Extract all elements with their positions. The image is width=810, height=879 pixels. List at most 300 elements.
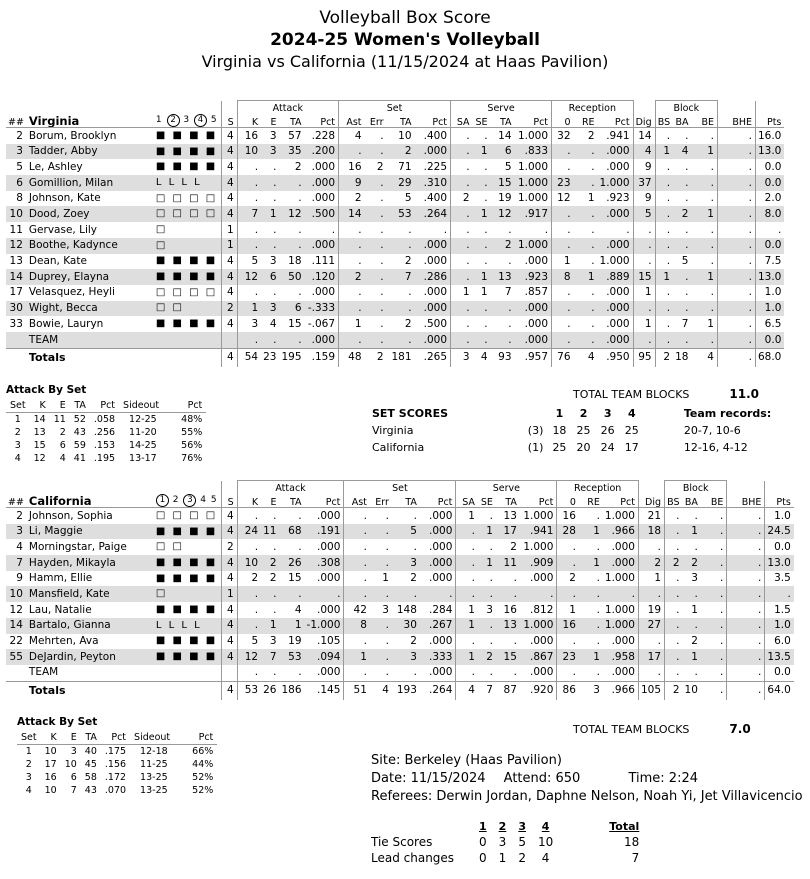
- stat-k: .: [237, 665, 261, 681]
- stat-s: 4: [221, 634, 237, 650]
- stat-rpct: .958: [603, 649, 639, 665]
- sets-played: ■ ■ ■ ■: [155, 572, 218, 584]
- set-mark: 3: [183, 494, 196, 507]
- set-mark: 3: [183, 115, 191, 125]
- player-name: Gervase, Lily: [28, 223, 97, 236]
- stat-ba: .: [694, 509, 698, 522]
- set-head: 2: [579, 407, 588, 420]
- stat-spct: .400: [423, 129, 448, 142]
- stat-ast: .: [339, 144, 365, 160]
- col-header-be: BE: [691, 113, 717, 128]
- stat-s: 4: [221, 524, 237, 540]
- abs-cell: .256: [93, 427, 116, 438]
- stat-e: 6: [261, 269, 279, 285]
- stat-se: .: [484, 160, 488, 173]
- stat-r0: 1: [557, 602, 579, 618]
- stat-sa: .: [451, 238, 473, 254]
- stat-ast: .: [339, 238, 365, 254]
- stat-be: .: [710, 160, 714, 173]
- stat-ba: .: [673, 301, 691, 317]
- sets-played: L L L L: [154, 175, 221, 191]
- stat-k: .: [237, 191, 261, 207]
- player-row: [6, 508, 794, 524]
- stat-svpct: .000: [530, 635, 554, 648]
- stat-bs: .: [665, 618, 683, 634]
- team-record: 20-7, 10-6: [683, 424, 741, 437]
- stat-se: .: [484, 255, 488, 268]
- total-ta: 195: [280, 348, 305, 367]
- player-number: 12: [9, 603, 23, 616]
- stat-r0: .: [552, 206, 574, 222]
- stat-se: .: [473, 175, 491, 191]
- set-mark: 1: [155, 115, 163, 125]
- stat-rpct: .000: [598, 301, 634, 317]
- stat-svta: 13: [491, 269, 515, 285]
- abs-cell: 1: [25, 746, 32, 757]
- stat-k: 10: [237, 144, 261, 160]
- stat-pts: 0.0: [755, 238, 784, 254]
- stat-svpct: .941: [520, 524, 557, 540]
- abs-cell: 59: [73, 440, 86, 451]
- total-re: 4: [574, 348, 598, 367]
- reception-group-header: Reception: [557, 481, 639, 494]
- stat-svpct: 1.000: [517, 129, 549, 142]
- stat-svta: .: [491, 332, 515, 348]
- stat-ast: .: [344, 555, 370, 571]
- total-e: 23: [261, 348, 279, 367]
- stat-e: .: [261, 586, 279, 602]
- stat-s: 1: [221, 238, 237, 254]
- player-number: 11: [9, 223, 23, 236]
- player-row: [6, 571, 794, 587]
- col-header-pts: Pts: [765, 493, 794, 508]
- stat-pts: 8.0: [755, 206, 784, 222]
- stat-sta: 3: [392, 555, 420, 571]
- stat-spct: .: [443, 223, 448, 236]
- abs-header: E: [61, 731, 81, 745]
- stat-bhe: .: [717, 254, 755, 270]
- stat-serr: 2: [376, 160, 384, 173]
- stat-rpct: .000: [611, 540, 635, 553]
- stat-bhe: .: [727, 539, 765, 555]
- stat-pct: .000: [305, 238, 339, 254]
- stat-bhe: .: [727, 524, 765, 540]
- stat-e: .: [273, 540, 277, 553]
- abs-cell: 43: [84, 785, 97, 796]
- stat-ast: .: [339, 254, 365, 270]
- stat-k: .: [237, 586, 261, 602]
- player-number: 33: [9, 317, 23, 330]
- stat-sta: 5: [392, 524, 420, 540]
- stat-ast: .: [344, 586, 370, 602]
- stat-be: 1: [707, 317, 714, 330]
- abs-header: Sideout: [119, 399, 163, 413]
- stat-ba: .: [685, 160, 689, 173]
- stat-bs: .: [665, 602, 683, 618]
- stat-svta: .: [513, 572, 517, 585]
- stat-pts: 1.0: [755, 285, 784, 301]
- stat-k: 5: [237, 254, 261, 270]
- stat-k: .: [237, 539, 261, 555]
- stat-re: 1: [579, 524, 603, 540]
- referees-line: Referees: Derwin Jordan, Daphne Nelson, Noah Yi, Jet Villavicencio: [371, 789, 803, 804]
- stat-se: .: [489, 509, 493, 522]
- col-header-rpct: Pct: [603, 493, 639, 508]
- team-header: California: [27, 493, 154, 508]
- stat-re: .: [579, 586, 603, 602]
- player-row: [6, 332, 784, 348]
- stat-sa: .: [451, 254, 473, 270]
- stat-serr: .: [365, 206, 387, 222]
- stat-ast: 42: [344, 602, 370, 618]
- stat-bhe: .: [717, 159, 755, 175]
- stat-r0: .: [552, 144, 574, 160]
- player-row: [6, 238, 784, 254]
- stat-rpct: .000: [611, 635, 635, 648]
- set-mark: 2: [172, 495, 180, 505]
- stat-ta: .: [280, 586, 305, 602]
- player-name: TEAM: [28, 666, 59, 679]
- stat-rpct: .000: [611, 666, 635, 679]
- stat-e: .: [261, 238, 279, 254]
- player-row: [6, 586, 794, 602]
- total-e: 26: [261, 681, 279, 700]
- col-header-sa: SA: [451, 113, 473, 128]
- abs-cell: 48%: [181, 414, 203, 425]
- sets-played: [154, 332, 221, 348]
- stat-ba: 2: [683, 555, 701, 571]
- stat-svpct: .: [520, 586, 557, 602]
- stat-spct: .000: [415, 144, 451, 160]
- player-row: [6, 128, 784, 144]
- player-number: 14: [6, 269, 27, 285]
- set-score-row: [368, 439, 788, 456]
- abs-cell: 17: [44, 759, 57, 770]
- stat-s: 4: [221, 269, 237, 285]
- stat-dig: 27: [638, 618, 664, 634]
- stat-pct: .000: [317, 603, 341, 616]
- stat-sa: .: [451, 332, 473, 348]
- stat-k: .: [237, 175, 261, 191]
- stat-s: 2: [221, 301, 237, 317]
- player-row: [6, 144, 784, 160]
- stat-bhe: .: [717, 301, 755, 317]
- col-header-pct: Pct: [305, 113, 339, 128]
- abs-cell: 13-25: [140, 772, 168, 783]
- stat-ta: .: [280, 238, 305, 254]
- stat-sa: .: [456, 586, 478, 602]
- set-score: 25: [576, 424, 591, 437]
- stat-pct: .000: [317, 509, 341, 522]
- stat-pts: 0.0: [765, 665, 794, 681]
- stat-be: 1: [691, 206, 717, 222]
- stat-sta: .: [392, 586, 420, 602]
- abs-cell: 4: [25, 785, 32, 796]
- abs-cell: 3: [70, 746, 77, 757]
- player-number: 4: [16, 540, 23, 553]
- player-number: 3: [6, 524, 27, 540]
- abs-cell: 13-25: [140, 785, 168, 796]
- stat-serr: .: [365, 332, 387, 348]
- set-mark: 4: [194, 114, 207, 127]
- stat-pct: .000: [311, 192, 336, 205]
- stat-re: .: [574, 206, 598, 222]
- total-svta: 87: [496, 681, 520, 700]
- player-name: Dood, Zoey: [27, 206, 154, 222]
- abs-cell: 6: [59, 440, 66, 451]
- total-sta: 193: [392, 681, 420, 700]
- stat-be: .: [710, 192, 714, 205]
- abs-cell: 2: [25, 759, 32, 770]
- stat-serr: .: [380, 255, 384, 268]
- stat-svta: 16: [503, 603, 517, 616]
- stat-s: 4: [221, 144, 237, 160]
- player-name: Le, Ashley: [28, 160, 83, 173]
- stat-r0: .: [552, 332, 574, 348]
- set-score: 25: [624, 424, 639, 437]
- stat-ba: .: [685, 192, 689, 205]
- stat-s: 4: [221, 649, 237, 665]
- stat-ba: 4: [673, 144, 691, 160]
- stat-pct: .105: [317, 635, 341, 648]
- stat-rpct: 1.000: [604, 509, 635, 522]
- col-header-sa: SA: [456, 493, 478, 508]
- stat-s: 4: [221, 316, 237, 332]
- col-header-sta: TA: [392, 493, 420, 508]
- virginia-box-score: [6, 100, 784, 367]
- stat-sta: 3: [392, 649, 420, 665]
- stat-svpct: .000: [530, 666, 554, 679]
- abs-cell: 13: [33, 427, 46, 438]
- abs-cell: 4: [59, 453, 66, 464]
- stat-re: 2: [587, 129, 595, 142]
- stat-bs: .: [655, 316, 673, 332]
- va-attack-by-set-title: Attack By Set: [6, 384, 87, 396]
- stat-pts: 6.5: [755, 316, 784, 332]
- total-se: 7: [478, 681, 496, 700]
- col-header-sta: TA: [387, 113, 415, 128]
- sets-won: (3): [527, 424, 544, 437]
- stat-k: 2: [237, 571, 261, 587]
- stat-sta: .: [408, 223, 412, 236]
- stat-dig: .: [638, 665, 664, 681]
- stat-spct: .000: [429, 540, 453, 553]
- stat-bs: .: [665, 524, 683, 540]
- player-name: Velasquez, Heyli: [28, 286, 115, 299]
- stat-sa: .: [456, 634, 478, 650]
- player-row: [6, 665, 794, 681]
- abs-cell: 12-18: [140, 746, 168, 757]
- stat-pct: .094: [305, 649, 344, 665]
- stat-serr: .: [380, 129, 384, 142]
- stat-be: .: [710, 129, 714, 142]
- stat-r0: 32: [552, 128, 574, 144]
- total-r0: 76: [552, 348, 574, 367]
- stat-sta: 29: [387, 175, 415, 191]
- set-score: 25: [552, 441, 567, 454]
- stat-pct: .000: [305, 175, 339, 191]
- set-mark: 1: [156, 494, 169, 507]
- player-row: [6, 634, 794, 650]
- abs-cell: 12-25: [129, 414, 157, 425]
- stat-svpct: .000: [524, 317, 549, 330]
- va-attack-by-set-table: [6, 399, 206, 465]
- abs-header: Pct: [174, 731, 217, 745]
- stat-dig: 2: [638, 555, 664, 571]
- sets-played-header: [154, 113, 221, 128]
- player-row: [6, 191, 784, 207]
- stat-ba: 1: [683, 649, 701, 665]
- stat-be: .: [720, 509, 724, 522]
- tie-head: 1: [479, 819, 487, 833]
- tie-scores-table: [365, 818, 645, 866]
- stat-r0: .: [557, 539, 579, 555]
- stat-re: 1: [587, 192, 595, 205]
- stat-dig: 4: [633, 144, 655, 160]
- set-mark: 2: [167, 114, 180, 127]
- stat-e: 3: [269, 635, 277, 648]
- set-group-header: Set: [344, 481, 456, 494]
- abs-cell: 6: [70, 772, 77, 783]
- stat-bs: .: [655, 175, 673, 191]
- stat-bs: .: [655, 285, 673, 301]
- stat-r0: .: [552, 238, 574, 254]
- tie-head: 2: [498, 819, 507, 833]
- stat-dig: 21: [638, 508, 664, 524]
- player-name: Mansfield, Kate: [27, 586, 154, 602]
- stat-sta: 5: [404, 192, 412, 205]
- stat-ta: 6: [280, 301, 305, 317]
- set-score: 18: [552, 424, 567, 437]
- stat-pct: .000: [317, 540, 341, 553]
- col-header-svpct: Pct: [515, 113, 552, 128]
- game-time: Time: 2:24: [628, 771, 699, 786]
- stat-ba: 7: [681, 317, 689, 330]
- attack-group-header: Attack: [237, 101, 338, 114]
- col-header-ba: BA: [683, 493, 701, 508]
- stat-svpct: 1.000: [520, 618, 557, 634]
- col-header-ta: TA: [280, 493, 305, 508]
- stat-s: 4: [221, 508, 237, 524]
- stat-bhe: .: [727, 618, 765, 634]
- abs-cell: 11: [53, 414, 66, 425]
- site-line: Site: Berkeley (Haas Pavilion): [371, 753, 562, 768]
- stat-bs: .: [655, 191, 673, 207]
- totals-row: [6, 348, 784, 367]
- stat-k: 5: [237, 634, 261, 650]
- stat-ast: 4: [339, 128, 365, 144]
- stat-ta: .: [280, 332, 305, 348]
- player-number: 9: [16, 572, 23, 585]
- abs-cell: 44%: [192, 759, 214, 770]
- abs-cell: .070: [104, 785, 127, 796]
- total-pct: .145: [305, 681, 344, 700]
- stat-serr: .: [365, 144, 387, 160]
- tie-value: 18: [624, 835, 640, 849]
- stat-se: .: [489, 540, 493, 553]
- team-header: Virginia: [27, 113, 154, 128]
- stat-pct: .000: [305, 332, 339, 348]
- player-name: Duprey, Elayna: [27, 269, 154, 285]
- stat-r0: .: [557, 555, 579, 571]
- stat-spct: .000: [423, 255, 448, 268]
- abs-cell: 14-25: [129, 440, 157, 451]
- abs-cell: 7: [70, 785, 77, 796]
- stat-spct: .000: [415, 332, 451, 348]
- team-name: California: [372, 441, 425, 454]
- abs-header: TA: [70, 399, 90, 413]
- serve-group-header: Serve: [451, 101, 552, 114]
- stat-k: .: [237, 618, 261, 634]
- stat-spct: .225: [423, 160, 448, 173]
- stat-pts: 0.0: [755, 159, 784, 175]
- total-serr: 4: [370, 681, 392, 700]
- stat-ta: .: [298, 666, 302, 679]
- stat-be: 1: [691, 269, 717, 285]
- player-number: 5: [16, 160, 23, 173]
- stat-se: .: [478, 618, 496, 634]
- stat-sa: .: [456, 571, 478, 587]
- stat-sa: .: [451, 144, 473, 160]
- col-header-serr: Err: [365, 113, 387, 128]
- stat-dig: .: [633, 332, 655, 348]
- stat-e: 1: [261, 206, 279, 222]
- stat-ta: 15: [288, 572, 302, 585]
- player-row: [6, 254, 784, 270]
- stat-dig: 5: [633, 206, 655, 222]
- stat-ba: .: [685, 129, 689, 142]
- stat-bhe: .: [717, 269, 755, 285]
- california-box-score: [6, 480, 794, 700]
- player-name: Gomillion, Milan: [27, 175, 154, 191]
- abs-header: Pct: [163, 399, 206, 413]
- col-header-se: SE: [473, 113, 491, 128]
- ca-total-team-blocks: TOTAL TEAM BLOCKS 7.0: [573, 722, 751, 736]
- stat-dig: 18: [638, 524, 664, 540]
- stat-se: 1: [478, 524, 496, 540]
- stat-serr: .: [380, 317, 384, 330]
- col-header-e: E: [261, 113, 279, 128]
- stat-ast: .: [344, 665, 370, 681]
- stat-bhe: .: [717, 175, 755, 191]
- stat-k: .: [237, 285, 261, 301]
- stat-svta: 12: [491, 206, 515, 222]
- stat-serr: 3: [382, 603, 389, 616]
- stat-be: .: [701, 524, 727, 540]
- stat-sta: 2: [410, 635, 417, 648]
- stat-sta: .: [387, 301, 415, 317]
- stat-dig: 1: [633, 316, 655, 332]
- stat-sa: .: [451, 316, 473, 332]
- stat-be: .: [691, 301, 717, 317]
- col-header-spct: Pct: [420, 493, 456, 508]
- player-number: 55: [6, 649, 27, 665]
- abs-cell: 2: [14, 427, 21, 438]
- stat-ta: 1: [280, 618, 305, 634]
- stat-ast: .: [339, 285, 365, 301]
- stat-r0: 28: [557, 524, 579, 540]
- stat-spct: .000: [423, 286, 448, 299]
- player-row: [6, 649, 794, 665]
- stat-bhe: .: [727, 634, 765, 650]
- stat-pct: .111: [311, 255, 336, 268]
- stat-serr: 1: [382, 572, 389, 585]
- stat-pts: 2.0: [755, 191, 784, 207]
- abs-header: Set: [17, 731, 41, 745]
- stat-ta: .: [298, 223, 302, 236]
- total-be: .: [701, 681, 727, 700]
- abs-cell: 1: [14, 414, 21, 425]
